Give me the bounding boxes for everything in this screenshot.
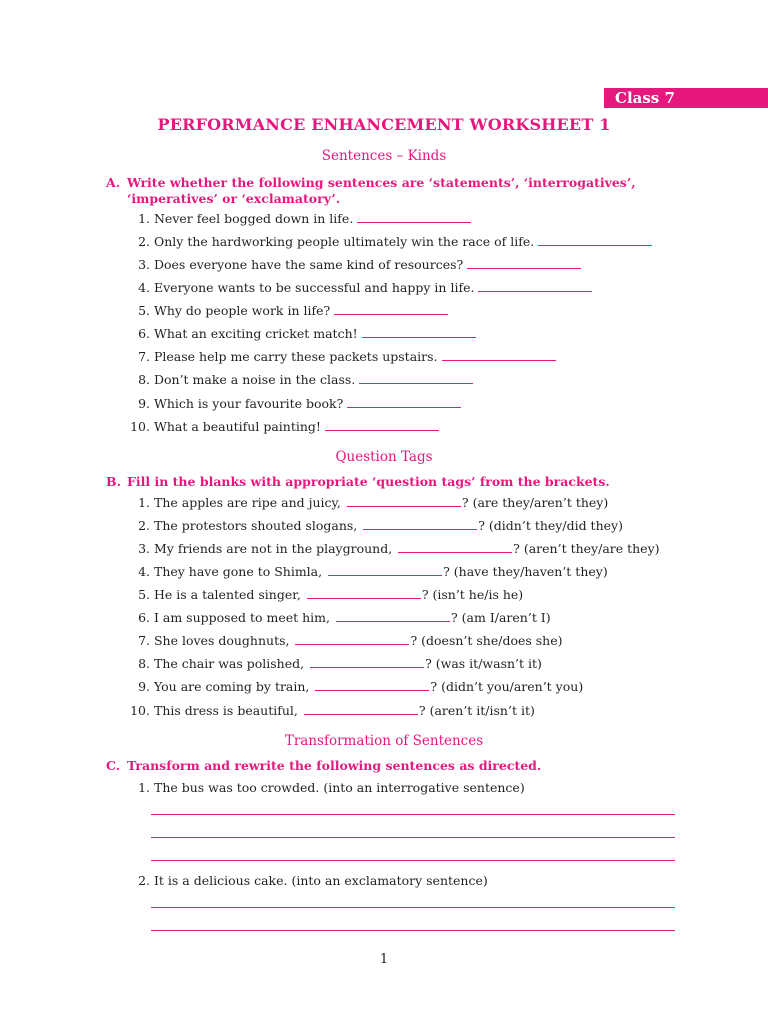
- answer-line[interactable]: [151, 814, 675, 815]
- list-item: [124, 326, 476, 342]
- answer-blank[interactable]: [363, 518, 477, 530]
- item-text: She loves doughnuts,: [153, 633, 290, 648]
- item-number: 10.: [130, 703, 150, 718]
- item-text: What a beautiful painting!: [153, 419, 321, 434]
- list-item: [124, 564, 608, 580]
- item-text: The bus was too crowded. (into an interrogative sentence): [153, 780, 525, 795]
- item-text: Which is your favourite book?: [153, 396, 344, 411]
- tag-options: ? (didn’t they/did they): [478, 518, 623, 533]
- item-text: Please help me carry these packets upstairs.: [153, 349, 438, 364]
- item-number: 4.: [138, 564, 150, 579]
- item-text: Everyone wants to be successful and happy in life.: [153, 280, 475, 295]
- section-a-letter: A.: [106, 175, 121, 190]
- item-text: Why do people work in life?: [153, 303, 331, 318]
- list-item: [124, 280, 592, 296]
- item-number: 3.: [138, 257, 150, 272]
- list-item: [124, 541, 660, 557]
- answer-line[interactable]: [151, 860, 675, 861]
- tag-options: ? (was it/wasn’t it): [425, 656, 542, 671]
- item-number: 10.: [130, 419, 150, 434]
- item-number: 5.: [138, 303, 150, 318]
- item-text: Does everyone have the same kind of resources?: [153, 257, 464, 272]
- answer-line[interactable]: [151, 837, 675, 838]
- answer-blank[interactable]: [347, 396, 461, 408]
- list-item: [124, 633, 563, 649]
- item-number: 3.: [138, 541, 150, 556]
- list-item: [124, 587, 523, 603]
- list-item: [124, 610, 551, 626]
- item-text: Never feel bogged down in life.: [153, 211, 354, 226]
- item-text: The protestors shouted slogans,: [153, 518, 358, 533]
- list-item: [124, 257, 581, 273]
- answer-blank[interactable]: [304, 703, 418, 715]
- answer-blank[interactable]: [307, 587, 421, 599]
- class-badge: Class 7: [604, 88, 768, 108]
- item-number: 2.: [138, 518, 150, 533]
- item-number: 7.: [138, 349, 150, 364]
- tag-options: ? (aren’t they/are they): [513, 541, 660, 556]
- list-item: [124, 518, 623, 534]
- page-number: 1: [379, 952, 389, 967]
- item-number: 7.: [138, 633, 150, 648]
- answer-blank[interactable]: [310, 656, 424, 668]
- tag-options: ? (didn’t you/aren’t you): [430, 679, 584, 694]
- answer-blank[interactable]: [357, 211, 471, 223]
- item-number: 8.: [138, 372, 150, 387]
- item-text: Only the hardworking people ultimately win the race of life.: [153, 234, 535, 249]
- item-number: 6.: [138, 610, 150, 625]
- item-text: The apples are ripe and juicy,: [153, 495, 341, 510]
- item-number: 9.: [138, 679, 150, 694]
- page-title: PERFORMANCE ENHANCEMENT WORKSHEET 1: [157, 115, 611, 134]
- item-text: The chair was polished,: [153, 656, 305, 671]
- item-number: 4.: [138, 280, 150, 295]
- section-c-heading: Transformation of Sentences: [284, 733, 484, 749]
- list-item: [124, 656, 542, 672]
- answer-blank[interactable]: [478, 280, 592, 292]
- item-number: 9.: [138, 396, 150, 411]
- answer-blank[interactable]: [295, 633, 409, 645]
- section-b-heading: Question Tags: [335, 449, 433, 465]
- answer-blank[interactable]: [325, 419, 439, 431]
- tag-options: ? (are they/aren’t they): [461, 495, 609, 510]
- answer-blank[interactable]: [336, 610, 450, 622]
- answer-blank[interactable]: [467, 257, 581, 269]
- list-item: [124, 679, 583, 695]
- item-text: This dress is beautiful,: [153, 703, 298, 718]
- item-number: 1.: [138, 495, 150, 510]
- item-text: Don’t make a noise in the class.: [153, 372, 356, 387]
- list-item: [124, 234, 652, 250]
- section-a-heading: Sentences – Kinds: [321, 148, 447, 164]
- answer-blank[interactable]: [315, 679, 429, 691]
- item-text: My friends are not in the playground,: [153, 541, 393, 556]
- section-b-letter: B.: [106, 474, 121, 489]
- section-c-letter: C.: [106, 758, 121, 773]
- item-number: 6.: [138, 326, 150, 341]
- answer-blank[interactable]: [328, 564, 442, 576]
- item-number: 2.: [138, 234, 150, 249]
- item-text: It is a delicious cake. (into an exclamatory sentence): [153, 873, 488, 888]
- answer-blank[interactable]: [442, 349, 556, 361]
- item-number: 1.: [138, 780, 150, 795]
- item-text: You are coming by train,: [153, 679, 310, 694]
- list-item: [124, 703, 535, 719]
- answer-blank[interactable]: [347, 495, 461, 507]
- list-item: [124, 303, 448, 319]
- list-item: [124, 211, 471, 227]
- item-text: I am supposed to meet him,: [153, 610, 330, 625]
- list-item: [124, 873, 488, 889]
- answer-blank[interactable]: [359, 372, 473, 384]
- item-text: They have gone to Shimla,: [153, 564, 323, 579]
- tag-options: ? (doesn’t she/does she): [410, 633, 563, 648]
- answer-blank[interactable]: [362, 326, 476, 338]
- item-text: He is a talented singer,: [153, 587, 301, 602]
- list-item: [124, 372, 473, 388]
- item-number: 8.: [138, 656, 150, 671]
- section-b-instruction-text: Fill in the blanks with appropriate ‘question tags’ from the brackets.: [127, 474, 610, 489]
- list-item: [124, 495, 608, 511]
- section-c-instruction-text: Transform and rewrite the following sentences as directed.: [127, 758, 542, 773]
- answer-line[interactable]: [151, 907, 675, 908]
- item-number: 2.: [138, 873, 150, 888]
- section-a-instruction-text: Write whether the following sentences are ‘statements’, ‘interrogatives’, ‘imperatives’ or ‘exclamatory’.: [127, 175, 636, 206]
- list-item: [124, 349, 556, 365]
- answer-blank[interactable]: [538, 234, 652, 246]
- item-text: What an exciting cricket match!: [153, 326, 358, 341]
- list-item: [124, 419, 439, 435]
- item-number: 1.: [138, 211, 150, 226]
- answer-line[interactable]: [151, 930, 675, 931]
- answer-blank[interactable]: [398, 541, 512, 553]
- tag-options: ? (isn’t he/is he): [421, 587, 524, 602]
- item-number: 5.: [138, 587, 150, 602]
- answer-blank[interactable]: [334, 303, 448, 315]
- list-item: [124, 396, 461, 412]
- tag-options: ? (aren’t it/isn’t it): [418, 703, 535, 718]
- tag-options: ? (have they/haven’t they): [443, 564, 608, 579]
- tag-options: ? (am I/aren’t I): [450, 610, 551, 625]
- list-item: [124, 780, 525, 796]
